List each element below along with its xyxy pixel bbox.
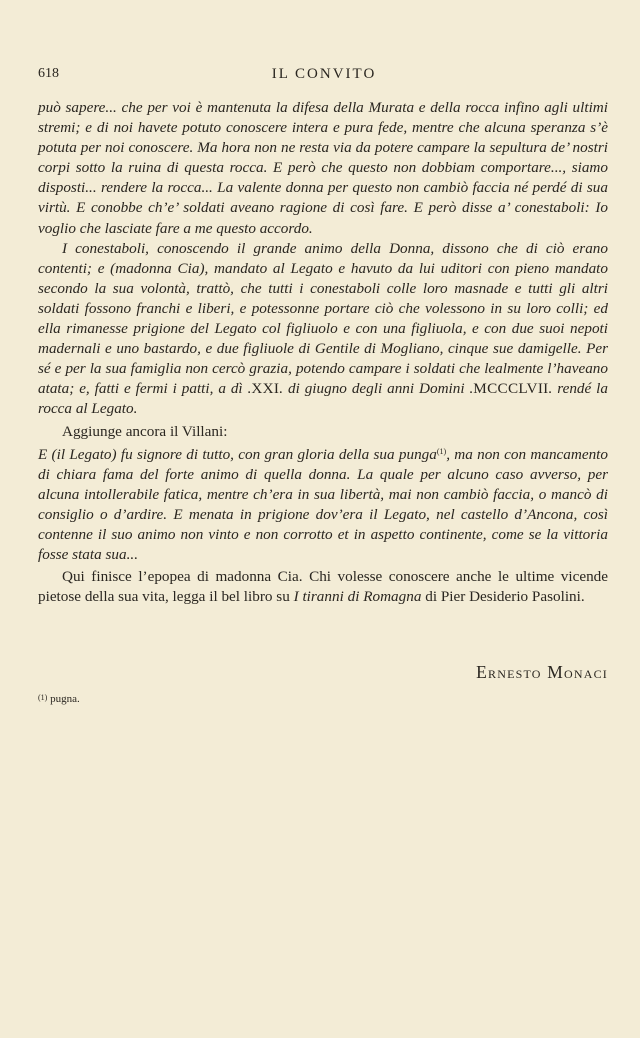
footnote-reference[interactable]: (1) [436,446,447,456]
intro-line [38,422,608,442]
date-year: MCCCLVII [473,380,549,398]
page-header [38,66,610,90]
closing-paragraph [38,567,608,607]
villani-text-2: , ma non con mancamento di chiara fama del forte animo di quella donna. La quale per alcuno caso avverso, per alcuna intollerabile fatica, mentre ch’era in sua libertà, mai non cambiò faccia, o mancò di consiglio o d’ardire. E menata in prigione dov’era il Legato, nel castello d’Ancona, così contenne il suo animo non vinto e non corrotto et in aspetto continente, come se la vittoria fosse stata sua... [38,445,608,564]
intro-paragraph: Aggiunge ancora il Villani: [62,422,228,440]
closing-text-1: Qui finisce l’epopea di madonna Cia. Chi volesse conoscere anche le ultime vicende pietose della sua vita, legga il bel libro su [38,568,608,606]
closing-section [38,567,608,607]
quoted-passage [38,98,608,420]
villani-text-1: E (il Legato) fu signore di tutto, con gran gloria della sua punga [38,445,437,463]
date-day: XXI [251,380,280,398]
book-title: I tiranni di Romagna [293,588,422,606]
footnote-text: pugna. [50,693,80,705]
quote-paragraph-1: può sapere... che per voi è mantenuta la difesa della Murata e della rocca infino agli ultimi stremi; e di noi havete potuto conoscere intera e pura fede, mentre che alcuna speranza s’è potuta per noi conoscere. Ma hora non ne resta via da potere campare la sepultura de’ nostri corpi sotto la ruina di questa rocca. E però che questo non dobbiam comportare..., siamo disposti... rendere la rocca... La valente donna per questo non cambiò faccia né perdé di sua virtù. E conobbe ch’e’ soldati aveano ragione di così fare. E però disse a’ conestaboli: Io voglio che lasciate fare a me questo accordo. [38,99,608,237]
quote-paragraph-2-end: . rendé la rocca al Legato. [38,380,608,418]
quote-paragraph-2 [38,239,608,420]
quote-paragraph-2-mid: . di giugno degli anni Domini . [279,380,474,398]
page-body [38,98,608,607]
author-signature: Ernesto Monaci [476,662,608,682]
footnote-mark: (1) [38,693,48,702]
closing-text-2: di Pier Desiderio Pasolini. [421,588,585,606]
quote-paragraph-2-text: I conestaboli, conoscendo il grande animo della Donna, dissono che di ciò erano contenti; e (madonna Cia), mandato al Legato e havuto da lui uditori con pieno mandato secondo la sua volontà, trattò, che tutti i conestaboli colle loro masnade e tutti gli altri soldati fossono franchi e liberi, e potessonne portare ciò che volessono in su loro colli; ed ella rimanesse prigione del Legato col figliuolo e con una figliuola, e con due suoi nepoti madernali e uno bastardo, e due figliuole di Gentile di Mogliano, cinque sue damigelle. Per sé e per la sua famiglia non cercò grazia, potendo campare i soldati che lealmente l’haveano atata; e, fatti e fermi i patti, a dì . [38,239,608,398]
villani-paragraph [38,442,608,566]
villani-quote [38,442,608,566]
page-number: 618 [38,66,59,81]
running-title: IL CONVITO [271,66,377,82]
footnote [38,693,80,705]
